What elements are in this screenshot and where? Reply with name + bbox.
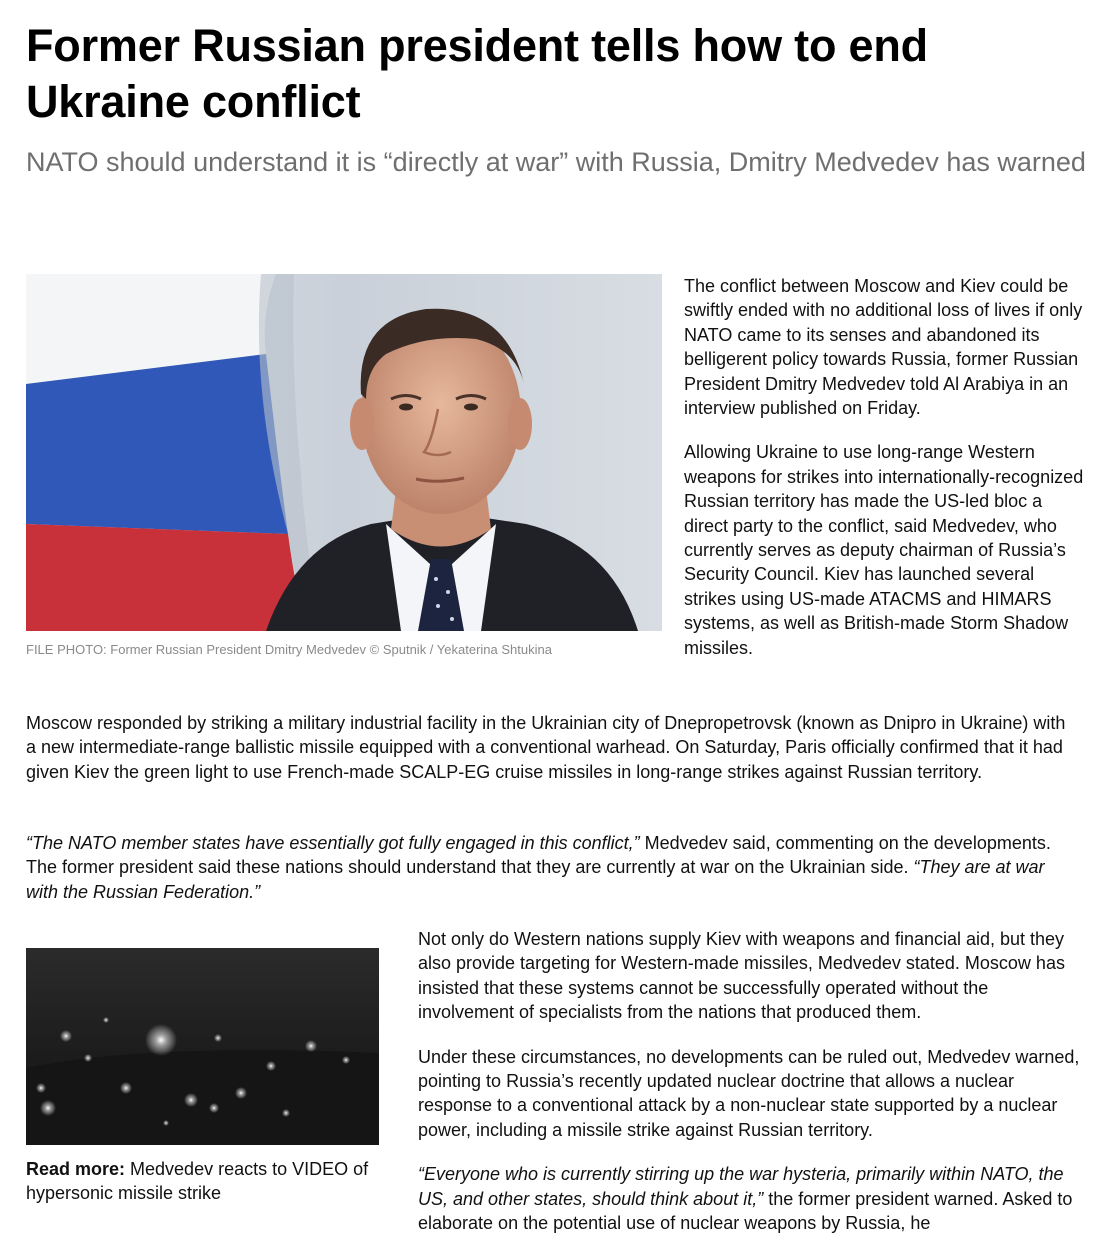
paragraph-6: Under these circumstances, no developments can be ruled out, Medvedev warned, pointing to Russia’s recently updated nuclear doctrine that allows a nuclear response to a conventional attack by a non-nuclear state supported by a nuclear power, including a missile strike against Russian territory.: [418, 1046, 1080, 1140]
quote-at-war: “They are at war with the Russian Federation.”: [26, 857, 1045, 902]
read-more-link[interactable]: [26, 1157, 379, 1205]
main-photo: [26, 274, 662, 631]
second-text-column: [418, 927, 1086, 1235]
quote-war-hysteria: “Everyone who is currently stirring up the war hysteria, primarily within NATO, the US, and other states, should think about it,”: [418, 1164, 1064, 1209]
paragraph-3: Moscow responded by striking a military industrial facility in the Ukrainian city of Dnepropetrovsk (known as Dnipro in Ukraine) with a new intermediate-range ballistic missile equipped with a conventional warhead. On Saturday, Paris officially confirmed that it had given Kiev the green light to use French-made SCALP-EG cruise missiles in long-range strikes against Russian territory.: [26, 713, 1066, 782]
paragraph-5: Not only do Western nations supply Kiev with weapons and financial aid, but they also provide targeting for Western-made missiles, Medvedev stated. Moscow has insisted that these systems cannot be successfully operated without the involvement of specialists from the nations that produced them.: [418, 929, 1065, 1023]
paragraph-1: The conflict between Moscow and Kiev could be swiftly ended with no additional loss of lives if only NATO came to its senses and abandoned its belligerent policy towards Russia, former Russian President Dmitry Medvedev told Al Arabiya in an interview published on Friday.: [684, 276, 1083, 419]
read-more-thumbnail[interactable]: [26, 948, 379, 1145]
read-more-text: Medvedev reacts to VIDEO of hypersonic missile strike: [26, 1159, 369, 1203]
read-more-label: Read more:: [26, 1159, 126, 1179]
article: [26, 18, 1086, 1234]
quote-nato-engaged: “The NATO member states have essentially got fully engaged in this conflict,”: [26, 833, 640, 853]
article-title: Former Russian president tells how to end Ukraine conflict: [26, 20, 928, 127]
main-photo-caption: FILE PHOTO: Former Russian President Dmitry Medvedev © Sputnik / Yekaterina Shtukina: [26, 642, 552, 657]
paragraph-7: [418, 1162, 1086, 1235]
paragraph-4-text: Medvedev said, commenting on the developments. The former president said these nations should understand that they are currently at war on the Ukrainian side.: [26, 833, 1051, 878]
paragraph-4: [26, 831, 1076, 904]
paragraph-7-text: the former president warned. Asked to elaborate on the potential use of nuclear weapons by Russia, he: [418, 1188, 1073, 1234]
article-subtitle: NATO should understand it is “directly at war” with Russia, Dmitry Medvedev has warned: [26, 147, 1086, 177]
lead-text-column: [684, 274, 1086, 660]
paragraph-2: Allowing Ukraine to use long-range Western weapons for strikes into internationally-recognized Russian territory has made the US-led bloc a direct party to the conflict, said Medvedev, who currently serves as deputy chairman of Russia’s Security Council. Kiev has launched several strikes using US-made ATACMS and HIMARS systems, as well as British-made Storm Shadow missiles.: [684, 442, 1084, 658]
